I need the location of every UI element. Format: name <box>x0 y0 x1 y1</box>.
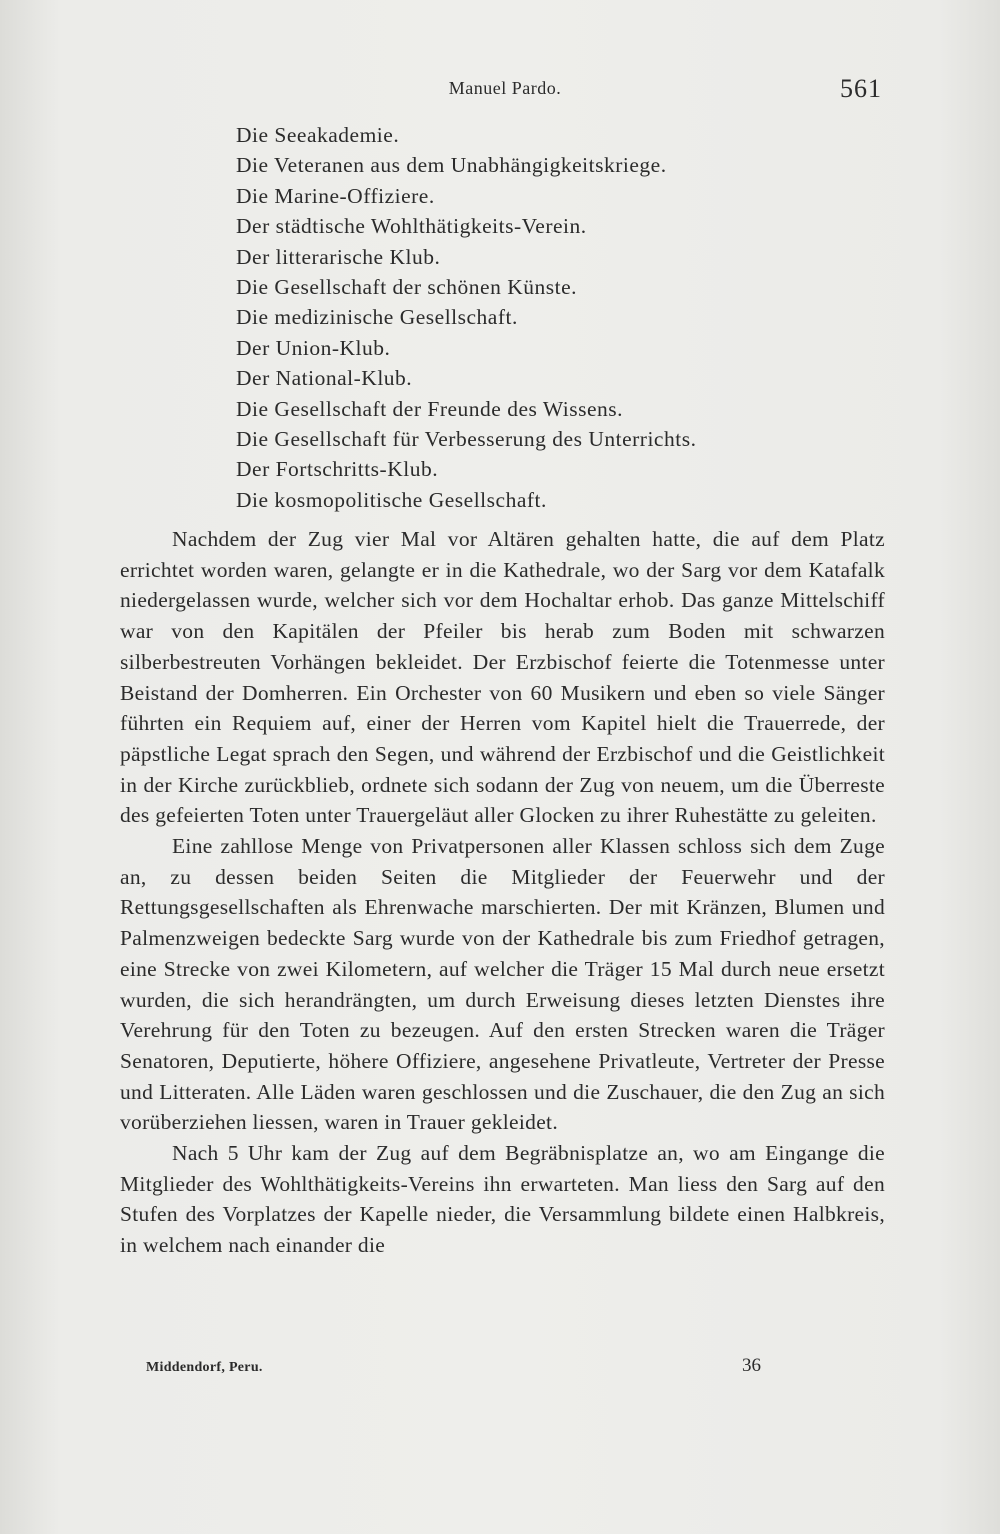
running-title: Manuel Pardo. <box>448 78 562 98</box>
list-item: Der litterarische Klub. <box>236 244 441 269</box>
list-item: Der Fortschritts-Klub. <box>236 457 439 482</box>
list-item: Der städtische Wohlthätigkeits-Verein. <box>236 214 587 239</box>
list-item: Die Veteranen aus dem Unabhängigkeitskriege. <box>236 153 667 178</box>
body-text <box>120 524 885 1261</box>
paragraph: Nach 5 Uhr kam der Zug auf dem Begräbnisplatze an, wo am Eingange die Mitglieder des Wohlthätigkeits-Vereins ihn erwarteten. Man liess den Sarg auf den Stufen des Vorplatzes der Kapelle nieder, die Versammlung bildete einen Halbkreis, in welchem nach einander die <box>120 1141 885 1258</box>
list-item: Die Seeakademie. <box>236 123 400 147</box>
list-item: Die Gesellschaft der schönen Künste. <box>236 275 577 300</box>
paragraph: Nachdem der Zug vier Mal vor Altären gehalten hatte, die auf dem Platz errichtet worden waren, gelangte er in die Kathedrale, wo der Sarg vor dem Katafalk niedergelassen wurde, welcher sich vor dem Hochaltar erhob. Das ganze Mittelschiff war von den Kapitälen der Pfeiler bis herab zum Boden mit schwarzen silberbestreuten Vorhängen bekleidet. Der Erzbischof feierte die Totenmesse unter Beistand der Domherren. Ein Orchester von 60 Musikern und eben so viele Sänger führten ein Requiem auf, einer der Herren vom Kapitel hielt die Trauerrede, der päpstliche Legat sprach den Segen, und während der Erzbischof und die Geistlichkeit in der Kirche zurückblieb, ordnete sich sodann der Zug von neuem, um die Überreste des gefeierten Toten unter Trauergeläut aller Glocken zu ihrer Ruhestätte zu geleiten. <box>120 527 885 828</box>
list-item: Der National-Klub. <box>236 366 413 391</box>
organization-list <box>236 120 696 515</box>
list-item: Die Gesellschaft der Freunde des Wissens. <box>236 396 624 421</box>
page-footer <box>146 1355 766 1385</box>
signature-mark: Middendorf, Peru. <box>146 1360 263 1375</box>
list-item: Der Union-Klub. <box>236 335 391 360</box>
list-item: Die kosmopolitische Gesellschaft. <box>236 487 547 512</box>
list-item: Die medizinische Gesellschaft. <box>236 305 518 330</box>
sheet-number: 36 <box>742 1355 761 1376</box>
paragraph: Eine zahllose Menge von Privatpersonen aller Klassen schloss sich dem Zuge an, zu dessen beiden Seiten die Mitglieder der Feuerwehr und der Rettungsgesellschaften als Ehrenwache marschierten. Der mit Kränzen, Blumen und Palmenzweigen bedeckte Sarg wurde von der Kathedrale bis zum Friedhof getragen, eine Strecke von zwei Kilometern, auf welcher die Träger 15 Mal durch neue ersetzt wurden, die sich herandrängten, um durch Erweisung dieses letzten Dienstes ihre Verehrung für den Toten zu bezeugen. Auf den ersten Strecken waren die Träger Senatoren, Deputierte, höhere Offiziere, angesehene Privatleute, Vertreter der Presse und Litteraten. Alle Läden waren geschlossen und die Zuschauer, die den Zug an sich vorüberziehen liessen, waren in Trauer gekleidet. <box>120 834 885 1135</box>
list-item: Die Marine-Offiziere. <box>236 183 435 208</box>
list-item: Die Gesellschaft für Verbesserung des Unterrichts. <box>236 427 697 452</box>
page-number: 561 <box>840 74 882 103</box>
running-head <box>120 74 890 104</box>
